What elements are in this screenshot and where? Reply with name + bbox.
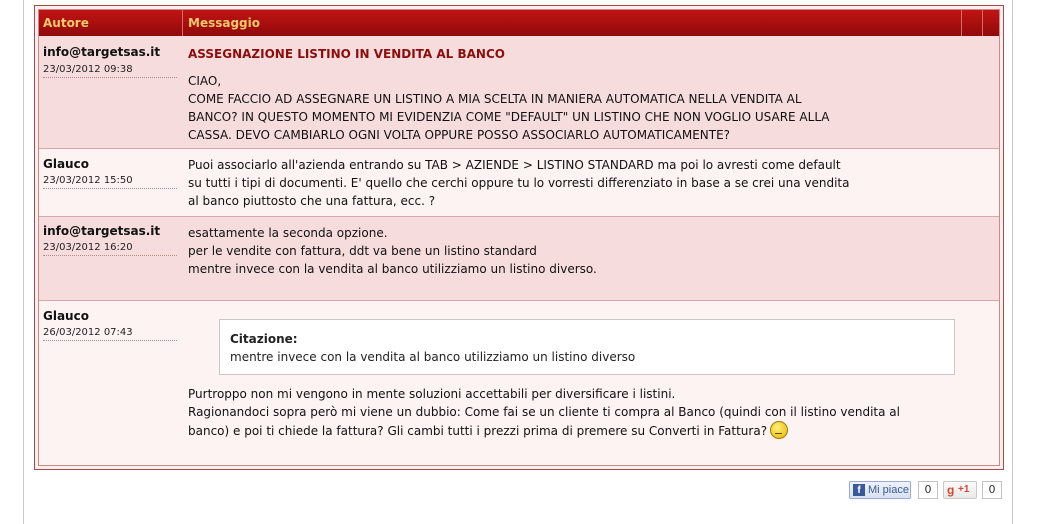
- post-author[interactable]: info@targetsas.it: [43, 45, 161, 59]
- post-line: Puoi associarlo all'azienda entrando su TAB > AZIENDE > LISTINO STANDARD ma poi lo avresti come default: [188, 158, 841, 172]
- post-row: [39, 148, 999, 217]
- message-column-header: Messaggio: [188, 16, 260, 30]
- post-line: CIAO,: [188, 74, 222, 88]
- google-plus-one-count: 0: [982, 481, 1002, 499]
- post-line: su tutti i tipi di documenti. E' quello che cerchi oppure tu lo vorresti differenziato in base a se crei una vendita: [188, 176, 850, 190]
- post-date: 23/03/2012 09:38: [43, 64, 177, 78]
- post-line: COME FACCIO AD ASSEGNARE UN LISTINO A MIA SCELTA IN MANIERA AUTOMATICA NELLA VENDITA AL: [188, 92, 802, 106]
- facebook-like-count: 0: [918, 481, 938, 499]
- post-line: banco) e poi ti chiede la fattura? Gli cambi tutti i prezzi prima di premere su Converti in Fattura?: [188, 424, 768, 438]
- share-bar: [0, 481, 1041, 499]
- post-line: BANCO? IN QUESTO MOMENTO MI EVIDENZIA COME "DEFAULT" UN LISTINO CHE NON VOGLIO USARE ALLA: [188, 110, 830, 124]
- post-body: [188, 72, 938, 144]
- google-plus-icon: g: [947, 483, 955, 497]
- post-row: [39, 36, 999, 148]
- header-divider: [961, 10, 962, 36]
- post-line: per le vendite con fattura, ddt va bene un listino standard: [188, 244, 537, 258]
- google-plus-one-button[interactable]: [943, 481, 977, 499]
- post-title: ASSEGNAZIONE LISTINO IN VENDITA AL BANCO: [188, 47, 505, 61]
- post-line: CASSA. DEVO CAMBIARLO OGNI VOLTA OPPURE POSSO ASSOCIARLO AUTOMATICAMENTE?: [188, 128, 731, 142]
- facebook-like-label: Mi piace: [868, 484, 909, 496]
- post-line: esattamente la seconda opzione.: [188, 226, 388, 240]
- quote-text: mentre invece con la vendita al banco utilizziamo un listino diverso: [230, 350, 636, 364]
- post-date: 23/03/2012 16:20: [43, 242, 177, 256]
- confused-smiley-icon: [770, 421, 788, 439]
- post-line: Ragionandoci sopra però mi viene un dubbio: Come fai se un cliente ti compra al Banco (quindi con il listino vendita al: [188, 405, 900, 419]
- posts-table: [34, 5, 1004, 470]
- google-plus-one-label: +1: [958, 484, 970, 495]
- quote-label: Citazione:: [230, 332, 298, 346]
- post-author[interactable]: Glauco: [43, 157, 89, 171]
- table-header: [39, 10, 999, 36]
- post-row: [39, 216, 999, 301]
- post-row: [39, 300, 999, 466]
- post-body: [188, 156, 938, 210]
- post-author[interactable]: info@targetsas.it: [43, 224, 161, 238]
- post-body: [188, 224, 938, 278]
- post-line: Purtroppo non mi vengono in mente soluzioni accettabili per diversificare i listini.: [188, 387, 676, 401]
- quote-box: [219, 319, 955, 375]
- author-column-header: Autore: [43, 16, 89, 30]
- posts-table-inner: [38, 9, 1000, 466]
- post-date: 23/03/2012 15:50: [43, 175, 177, 189]
- post-body: [188, 385, 938, 440]
- header-divider: [982, 10, 983, 36]
- post-line: al banco piuttosto che una fattura, ecc. ?: [188, 194, 436, 208]
- post-author[interactable]: Glauco: [43, 309, 89, 323]
- post-date: 26/03/2012 07:43: [43, 327, 177, 341]
- facebook-like-button[interactable]: [849, 481, 911, 499]
- post-line: mentre invece con la vendita al banco utilizziamo un listino diverso.: [188, 262, 597, 276]
- facebook-icon: f: [853, 484, 865, 496]
- header-divider: [182, 10, 183, 36]
